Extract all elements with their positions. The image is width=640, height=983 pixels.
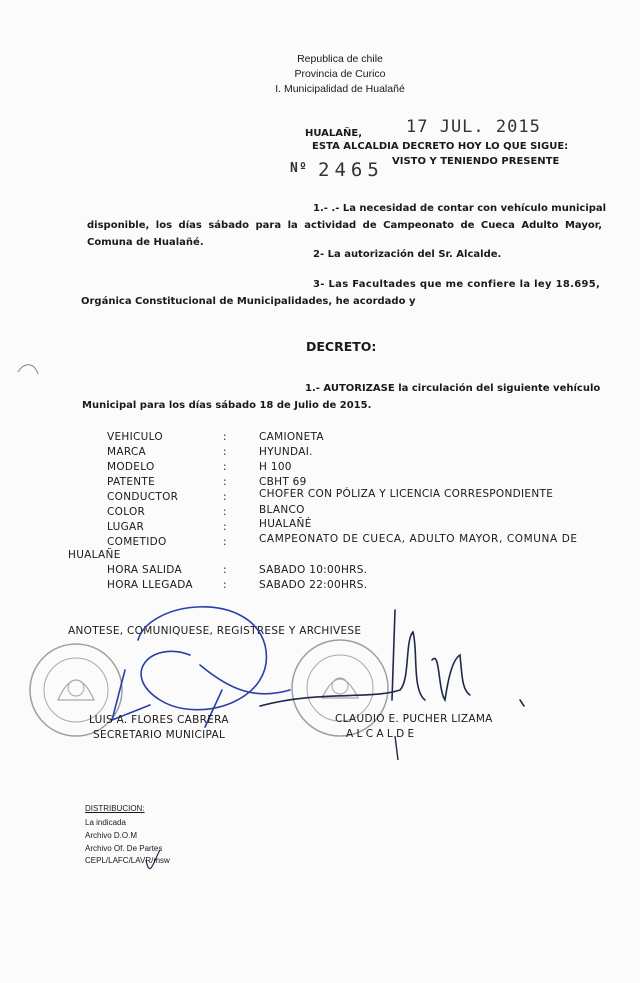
visto-heading: VISTO Y TENIENDO PRESENTE (392, 156, 560, 167)
decree-number: 2465 (318, 159, 384, 181)
signature-right (260, 610, 524, 706)
distribution-item: Archivo Of. De Partes (85, 844, 163, 853)
row-colon: : (223, 476, 227, 488)
distribution-item: CEPL/LAFC/LAVR/msw (85, 856, 170, 865)
row-label: COMETIDO (107, 536, 167, 548)
number-prefix: Nº (290, 161, 308, 176)
decreto-title: DECRETO: (306, 339, 377, 354)
row-label: HORA SALIDA (107, 564, 182, 576)
closing-formula: ANOTESE, COMUNIQUESE, REGISTRESE Y ARCHIVESE (68, 625, 362, 637)
row-value: HUALAÑÉ (259, 518, 312, 530)
signature-left (112, 607, 290, 727)
row-label: HORA LLEGADA (107, 579, 193, 591)
row-label: COLOR (107, 506, 146, 518)
left-signatory-name: LUIS A. FLORES CABRERA (89, 714, 229, 726)
paragraph-3-head: 3- Las Facultades que me confiere la ley 18.695, (313, 279, 601, 290)
row-label: VEHICULO (107, 431, 163, 443)
row-value: HYUNDAI. (259, 446, 313, 458)
paragraph-1-head: 1.- .- La necesidad de contar con vehículo municipal (313, 203, 607, 214)
row-value: BLANCO (259, 504, 305, 516)
paragraph-2: 2- La autorización del Sr. Alcalde. (313, 249, 502, 260)
header-line-country: Republica de chile (297, 53, 383, 65)
left-signatory-title: SECRETARIO MUNICIPAL (93, 729, 226, 741)
row-label: MARCA (107, 446, 147, 458)
row-colon: : (223, 506, 227, 518)
row-value: CHOFER CON PÓLIZA Y LICENCIA CORRESPONDIENTE (259, 488, 554, 500)
resolution-head: 1.- AUTORIZASE la circulación del siguiente vehículo (305, 383, 601, 394)
header-line-province: Provincia de Curico (294, 68, 386, 80)
place-label: HUALAÑE, (305, 128, 363, 139)
header-line-municipality: I. Municipalidad de Hualañé (275, 83, 405, 95)
distribution-item: La indicada (85, 818, 126, 827)
row-label: LUGAR (107, 521, 145, 533)
row-colon: : (223, 521, 227, 533)
row-value: SABADO 10:00HRS. (259, 564, 368, 576)
margin-mark (18, 365, 38, 374)
row-label: CONDUCTOR (107, 491, 179, 503)
date-stamp: 17 JUL. 2015 (406, 117, 541, 137)
distribution-title: DISTRIBUCION: (85, 804, 145, 813)
row-colon: : (223, 446, 227, 458)
row-value: H 100 (259, 461, 292, 473)
distribution-item: Archivo D.O.M (85, 831, 138, 840)
row-colon: : (223, 536, 227, 548)
row-label: PATENTE (107, 476, 156, 488)
paragraph-3-body: Orgánica Constitucional de Municipalidades, he acordado y (81, 296, 416, 307)
row-colon: : (223, 579, 227, 591)
row-colon: : (223, 491, 227, 503)
row-value: CBHT 69 (259, 476, 307, 488)
right-signatory-name: CLAUDIO E. PUCHER LIZAMA (335, 713, 493, 725)
right-signatory-title: A L C A L D E (346, 728, 415, 740)
resolution-body: Municipal para los días sábado 18 de Julio de 2015. (82, 400, 372, 411)
row-colon: : (223, 461, 227, 473)
paragraph-1-body: disponible, los días sábado para la actividad de Campeonato de Cueca Adulto Mayor, Comuna de Hualañé. (87, 220, 602, 248)
row-colon: : (223, 431, 227, 443)
row-label: MODELO (107, 461, 155, 473)
decree-intro: ESTA ALCALDIA DECRETO HOY LO QUE SIGUE: (312, 141, 569, 152)
row-value: SABADO 22:00HRS. (259, 579, 368, 591)
row-value: CAMPEONATO DE CUECA, ADULTO MAYOR, COMUNA DE (259, 533, 578, 545)
row-value: CAMIONETA (259, 431, 324, 443)
row-colon: : (223, 564, 227, 576)
cometido-continuation: HUALAÑE (68, 549, 121, 561)
